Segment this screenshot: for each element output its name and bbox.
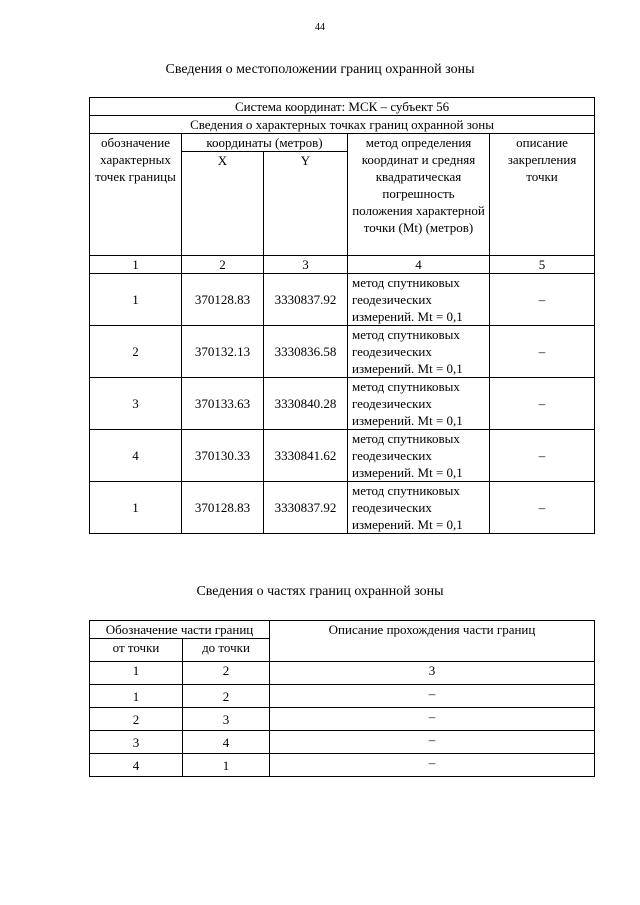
x-cell: 370132.13 [182,326,264,378]
part-description-cell: – [270,754,595,777]
from-cell: 2 [90,708,183,731]
colnum-3: 3 [270,662,595,685]
page-number: 44 [315,22,325,33]
x-cell: 370133.63 [182,378,264,430]
description-cell: – [490,378,595,430]
subtitle-cell: Сведения о характерных точках границ охранной зоны [90,116,595,134]
y-cell: 3330837.92 [264,482,348,534]
method-cell: метод спутниковых геодезических измерений. Mt = 0,1 [348,326,490,378]
table-row [90,430,595,482]
description-cell: – [490,274,595,326]
section1-title: Сведения о местоположении границ охранной зоны [165,62,475,77]
to-cell: 1 [183,754,270,777]
description-cell: – [490,482,595,534]
method-cell: метод спутниковых геодезических измерений. Mt = 0,1 [348,378,490,430]
header-point-designation: обозначение характерных точек границы [90,134,182,256]
table-row [90,731,595,754]
y-cell: 3330837.92 [264,274,348,326]
method-cell: метод спутниковых геодезических измерений. Mt = 0,1 [348,430,490,482]
to-cell: 3 [183,708,270,731]
header-to-point: до точки [183,639,270,662]
to-cell: 2 [183,685,270,708]
part-description-cell: – [270,708,595,731]
colnum-4: 4 [348,256,490,274]
table-row [90,685,595,708]
point-cell: 4 [90,430,182,482]
from-cell: 1 [90,685,183,708]
table-row [90,708,595,731]
part-description-cell: – [270,685,595,708]
colnum-5: 5 [490,256,595,274]
table-row [90,326,595,378]
description-cell: – [490,430,595,482]
from-cell: 3 [90,731,183,754]
header-y: Y [264,152,348,256]
table-row [90,482,595,534]
part-description-cell: – [270,731,595,754]
boundary-points-table [89,97,595,534]
colnum-1: 1 [90,662,183,685]
x-cell: 370128.83 [182,274,264,326]
header-method: метод определения координат и средняя квадратическая погрешность положения характерной точки (Mt) (метров) [348,134,490,256]
method-cell: метод спутниковых геодезических измерений. Mt = 0,1 [348,482,490,534]
header-description: описание закрепления точки [490,134,595,256]
method-cell: метод спутниковых геодезических измерений. Mt = 0,1 [348,274,490,326]
colnum-2: 2 [183,662,270,685]
colnum-2: 2 [182,256,264,274]
description-cell: – [490,326,595,378]
y-cell: 3330840.28 [264,378,348,430]
to-cell: 4 [183,731,270,754]
x-cell: 370128.83 [182,482,264,534]
header-coordinates: координаты (метров) [182,134,348,152]
colnum-1: 1 [90,256,182,274]
header-from-point: от точки [90,639,183,662]
from-cell: 4 [90,754,183,777]
colnum-3: 3 [264,256,348,274]
y-cell: 3330841.62 [264,430,348,482]
point-cell: 3 [90,378,182,430]
header-part-description: Описание прохождения части границ [270,621,595,662]
point-cell: 2 [90,326,182,378]
section2-title: Сведения о частях границ охранной зоны [196,584,444,599]
table-row [90,378,595,430]
y-cell: 3330836.58 [264,326,348,378]
point-cell: 1 [90,482,182,534]
boundary-parts-table [89,620,595,777]
coordinate-system-cell: Система координат: МСК – субъект 56 [90,98,595,116]
point-cell: 1 [90,274,182,326]
header-x: X [182,152,264,256]
header-part-designation: Обозначение части границ [90,621,270,639]
table-row [90,754,595,777]
table-row [90,274,595,326]
x-cell: 370130.33 [182,430,264,482]
